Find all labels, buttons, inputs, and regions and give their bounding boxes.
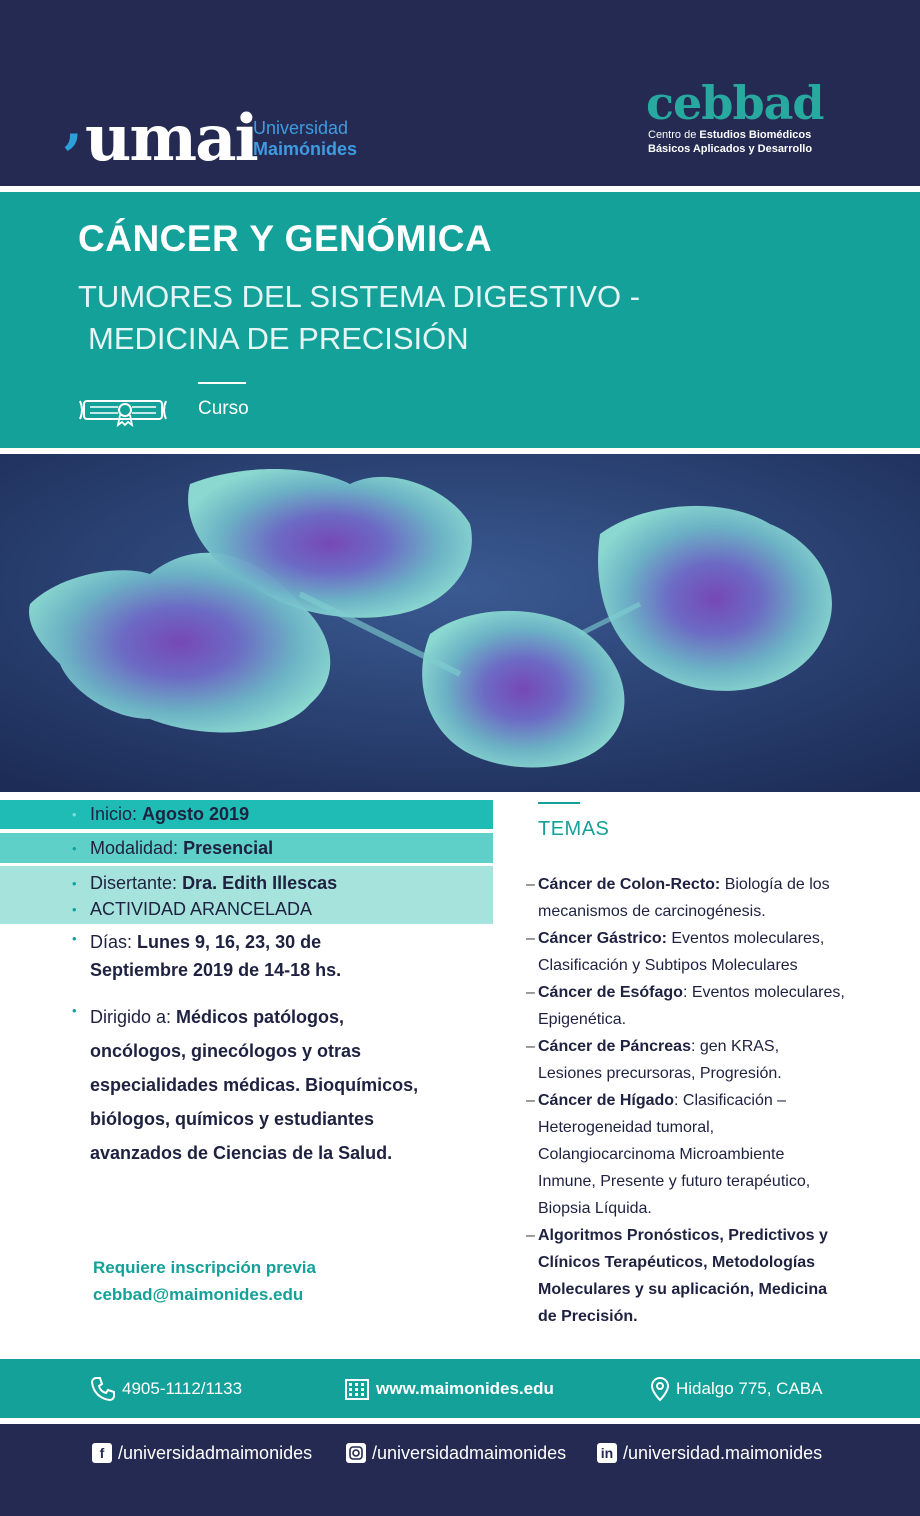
cebbad-wordmark: cebbad bbox=[646, 76, 824, 130]
dash-marker: – bbox=[526, 984, 535, 1001]
cebbad-tag-line2: Básicos Aplicados y Desarrollo bbox=[648, 143, 813, 155]
bullet-icon: • bbox=[72, 931, 77, 946]
dirigido-label: Dirigido a: bbox=[90, 1007, 177, 1027]
tema-description: : Eventos moleculares, Epigenética. bbox=[538, 984, 845, 1028]
course-label: Curso bbox=[198, 398, 249, 419]
tema-title: Cáncer de Esófago bbox=[538, 984, 683, 1001]
tema-title: Cáncer de Hígado bbox=[538, 1092, 675, 1109]
dirigido-text bbox=[90, 1000, 418, 1170]
location-pin-icon bbox=[650, 1376, 670, 1402]
dias-value-line1: Lunes 9, 16, 23, 30 de bbox=[137, 932, 322, 952]
linkedin-icon: in bbox=[597, 1443, 617, 1463]
address-contact[interactable] bbox=[650, 1359, 822, 1418]
dirigido-line1: Médicos patólogos, bbox=[176, 1007, 345, 1027]
cebbad-tag-prefix: Centro de bbox=[648, 129, 700, 141]
dias-text bbox=[90, 928, 341, 984]
header bbox=[0, 0, 920, 186]
temas-title: TEMAS bbox=[538, 818, 610, 840]
arancelada-row bbox=[72, 896, 493, 922]
dirigido-line3: especialidades médicas. Bioquímicos, bbox=[90, 1075, 419, 1095]
registration-note bbox=[93, 1254, 316, 1308]
facebook-link[interactable] bbox=[92, 1438, 312, 1468]
tema-title: Cáncer de Páncreas bbox=[538, 1038, 691, 1055]
dash-marker: – bbox=[526, 1038, 535, 1055]
subtitle-line1: TUMORES DEL SISTEMA DIGESTIVO - bbox=[78, 279, 641, 314]
dirigido-line2: oncólogos, ginecólogos y otras bbox=[90, 1041, 362, 1061]
address-text: Hidalgo 775, CABA bbox=[676, 1378, 823, 1398]
contact-email-link[interactable]: cebbad@maimonides.edu bbox=[93, 1285, 304, 1304]
instagram-icon bbox=[346, 1443, 366, 1463]
modalidad-label: Modalidad: bbox=[90, 837, 179, 858]
inicio-value: Agosto 2019 bbox=[142, 804, 250, 824]
university-line2: Maimónides bbox=[253, 139, 358, 159]
tema-description: Biología de los mecanismos de carcinogénesis. bbox=[538, 876, 830, 920]
diploma-icon bbox=[78, 397, 168, 427]
dash-marker: – bbox=[526, 1092, 535, 1109]
arancelada-text: ACTIVIDAD ARANCELADA bbox=[90, 898, 313, 919]
umai-logo bbox=[64, 91, 257, 177]
cancer-cells-illustration bbox=[0, 454, 920, 792]
dias-label: Días: bbox=[90, 932, 138, 952]
phone-icon bbox=[90, 1376, 116, 1402]
tema-text bbox=[538, 925, 846, 979]
bullet-icon: • bbox=[72, 875, 77, 891]
tema-item bbox=[526, 1087, 846, 1222]
tema-text bbox=[538, 1222, 846, 1330]
umai-comma-mark: , bbox=[64, 91, 83, 155]
facebook-handle: /universidadmaimonides bbox=[118, 1442, 313, 1463]
requiere-text: Requiere inscripción previa bbox=[93, 1258, 316, 1277]
cancer-cells-photo bbox=[0, 454, 920, 792]
phone-number: 4905-1112/1133 bbox=[122, 1378, 243, 1398]
instagram-link[interactable] bbox=[346, 1438, 566, 1468]
facebook-icon: f bbox=[92, 1443, 112, 1463]
cebbad-tag-bold: Estudios Biomédicos bbox=[699, 129, 812, 141]
tema-text bbox=[538, 871, 846, 925]
tema-text bbox=[538, 1087, 846, 1222]
bullet-icon: • bbox=[72, 807, 77, 822]
social-band bbox=[0, 1424, 920, 1516]
bullet-icon: • bbox=[72, 901, 77, 917]
tema-item bbox=[526, 979, 846, 1033]
phone-contact[interactable] bbox=[90, 1359, 242, 1418]
website-url: www.maimonides.edu bbox=[376, 1378, 554, 1398]
tema-item bbox=[526, 871, 846, 925]
info-modalidad bbox=[0, 833, 493, 863]
dias-value-line2: Septiembre 2019 de 14-18 hs. bbox=[90, 960, 342, 980]
tema-description: : gen KRAS, Lesiones precursoras, Progresión. bbox=[538, 1038, 782, 1082]
cebbad-logo bbox=[646, 78, 824, 156]
dash-marker: – bbox=[526, 930, 535, 947]
linkedin-handle: /universidad.maimonides bbox=[623, 1442, 823, 1463]
dirigido-line5: avanzados de Ciencias de la Salud. bbox=[90, 1143, 393, 1163]
dias-item bbox=[72, 928, 462, 984]
disertante-value: Dra. Edith Illescas bbox=[182, 872, 338, 893]
modalidad-value: Presencial bbox=[183, 837, 274, 858]
info-inicio bbox=[0, 800, 493, 829]
info-disertante bbox=[0, 866, 493, 924]
title-divider bbox=[198, 382, 246, 384]
building-icon bbox=[344, 1377, 370, 1401]
dash-marker: – bbox=[526, 1227, 535, 1244]
tema-title: Algoritmos Pronósticos, Predictivos y Clínicos Terapéuticos, Metodologías Moleculares y su aplicación, Medicina de Precisión. bbox=[538, 1227, 828, 1325]
dirigido-item bbox=[72, 1000, 462, 1170]
tema-item bbox=[526, 1222, 846, 1330]
tema-description: : Clasificación – Heterogeneidad tumoral, Colangiocarcinoma Microambiente Inmune, Presente y futuro terapéutico, Biopsia Líquida. bbox=[538, 1092, 811, 1217]
dirigido-line4: biólogos, químicos y estudiantes bbox=[90, 1109, 375, 1129]
tema-item bbox=[526, 1033, 846, 1087]
page-title: CÁNCER Y GENÓMICA bbox=[78, 218, 493, 259]
subtitle-line2: MEDICINA DE PRECISIÓN bbox=[88, 321, 469, 356]
page-subtitle bbox=[78, 276, 640, 360]
bullet-icon: • bbox=[72, 840, 77, 856]
temas-list bbox=[526, 871, 846, 1330]
course-details bbox=[72, 928, 462, 1170]
university-name bbox=[253, 118, 357, 160]
instagram-handle: /universidadmaimonides bbox=[372, 1442, 567, 1463]
tema-title: Cáncer de Colon-Recto: bbox=[538, 876, 721, 893]
website-contact[interactable] bbox=[344, 1359, 554, 1418]
disertante-label: Disertante: bbox=[90, 872, 178, 893]
tema-description: Eventos moleculares, Clasificación y Subtipos Moleculares bbox=[538, 930, 825, 974]
university-line1: Universidad bbox=[253, 118, 349, 138]
cebbad-tagline bbox=[648, 128, 824, 156]
linkedin-link[interactable] bbox=[597, 1438, 822, 1468]
dash-marker: – bbox=[526, 876, 535, 893]
inicio-label: Inicio: bbox=[90, 804, 138, 824]
bullet-icon: • bbox=[72, 1003, 77, 1018]
contact-band bbox=[0, 1359, 920, 1418]
temas-divider bbox=[538, 802, 580, 804]
tema-text bbox=[538, 1033, 846, 1087]
disertante-row bbox=[72, 870, 493, 896]
title-band bbox=[0, 192, 920, 448]
tema-item bbox=[526, 925, 846, 979]
tema-text bbox=[538, 979, 846, 1033]
tema-title: Cáncer Gástrico: bbox=[538, 930, 667, 947]
umai-wordmark: umai bbox=[84, 101, 257, 177]
